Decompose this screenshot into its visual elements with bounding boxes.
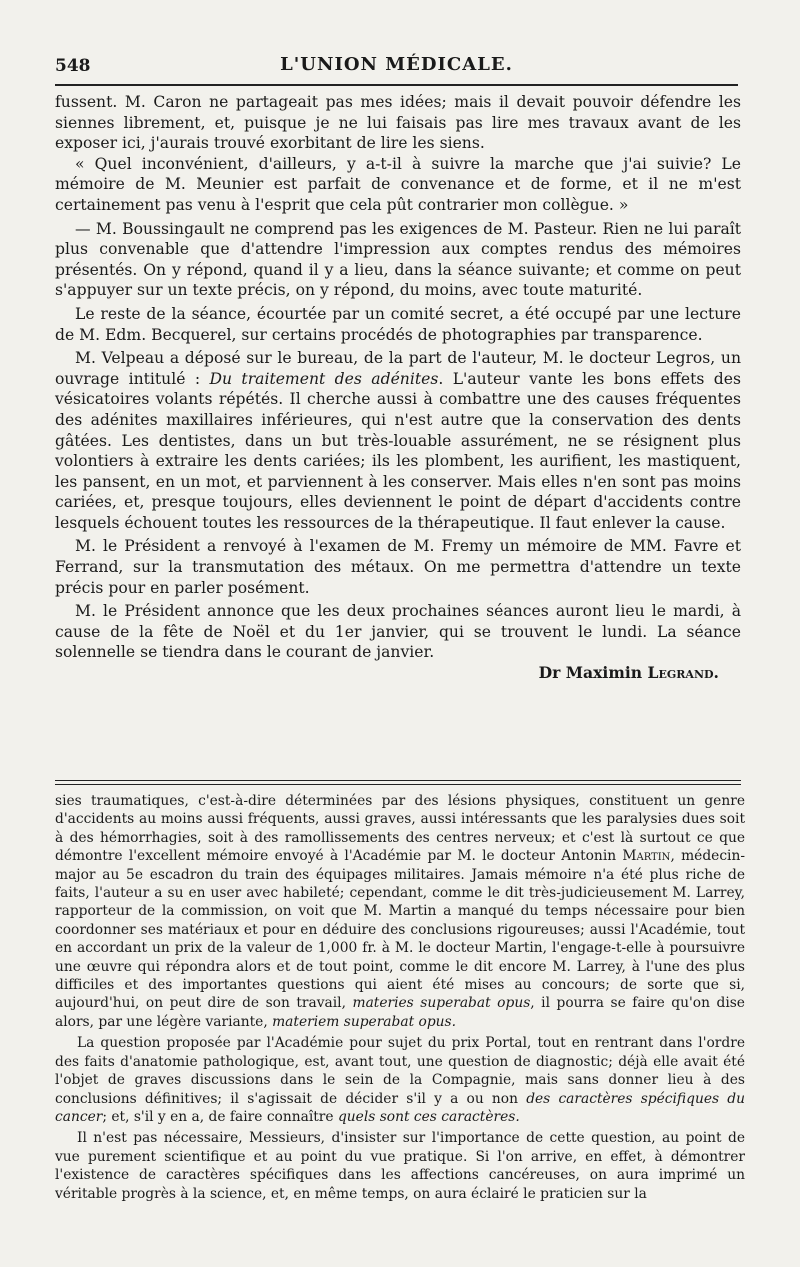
- book-title: Du traitement des adénites: [209, 369, 439, 388]
- paragraph-quote: « Quel inconvénient, d'ailleurs, y a-t-il à suivre la marche que j'ai suivie? Le mémoire de M. Meunier est parfait de convenance et de forme, et il ne m'est certainement pas venu à l'esprit que cela pût contrarier mon collègue. »: [55, 154, 741, 214]
- page-header: [55, 52, 738, 80]
- martin-name: Martin: [622, 848, 671, 865]
- paragraph-seances: M. le Président annonce que les deux prochaines séances auront lieu le mardi, à cause de la fête de Noël et du 1er janvier, qui se trouvent le lundi. La séance solennelle se tiendra dans le courant de janvier.: [55, 602, 741, 662]
- latin-quote-2: materiem superabat opus.: [272, 1013, 457, 1030]
- paragraph-becquerel: Le reste de la séance, écourtée par un comité secret, a été occupé par une lecture de M. Edm. Becquerel, sur certains procédés de photographies par transparence.: [55, 304, 741, 344]
- feuilleton-rule: [55, 780, 741, 785]
- paragraph-importance: Il n'est pas nécessaire, Messieurs, d'insister sur l'importance de cette question, au point de vue purement scientifique et au point du vue pratique. Si l'on arrive, en effet, à démontrer l'existence de caractères spécifiques dans les affections cancéreuses, on aura imprimé un véritable progrès à la science, et, en même temps, on aura éclairé le praticien sur la: [55, 1130, 745, 1202]
- feuilleton-column: [55, 792, 745, 1203]
- author-signature: [55, 663, 741, 684]
- paragraph-continuation: fussent. M. Caron ne partageait pas mes idées; mais il devait pouvoir défendre les siennes librement, et, puisque je ne lui faisais pas lire mes travaux avant de les exposer ici, j'aurais trouvé exorbitant de lire les siens.: [55, 93, 741, 153]
- signature-name: Legrand.: [647, 663, 719, 683]
- paragraph-prix-portal: [55, 1034, 745, 1126]
- portal-italic-2: quels sont ces caractères.: [337, 1108, 520, 1125]
- paragraph-boussingault: — M. Boussingault ne comprend pas les exigences de M. Pasteur. Rien ne lui paraît plus convenable que d'attendre l'impression aux comptes rendus des mémoires présentés. On y répond, quand il y a lieu, dans la séance suivante; et comme on peut s'appuyer sur un texte précis, on y répond, du moins, avec toute maturité.: [55, 219, 741, 300]
- martin-text-c: , il pourra se faire qu'on dise alors, par une légère variante,: [55, 995, 745, 1030]
- latin-quote-1: materies superabat opus: [352, 995, 531, 1012]
- signature-prefix: Dr Maximin: [538, 663, 648, 683]
- portal-text-b: ; et, s'il y en a, de faire connaître: [102, 1108, 338, 1125]
- portal-italic-1: des caractères spécifiques du cancer: [55, 1090, 745, 1125]
- paragraph-fremy: M. le Président a renvoyé à l'examen de M. Fremy un mémoire de MM. Favre et Ferrand, sur la transmutation des métaux. On me permettra d'attendre un texte précis pour en parler posément.: [55, 537, 741, 597]
- martin-text-a: sies traumatiques, c'est-à-dire déterminées par des lésions physiques, constituent un genre d'accidents au moins aussi fréquents, aussi graves, aussi intéressants que les paralysies dues soit à des hémorrhagies, soit à des ramollissements des centres nerveux; et c'est là surtout ce que démontre l'excellent mémoire envoyé à l'Académie par M. le docteur Antonin: [55, 793, 745, 865]
- portal-text-a: La question proposée par l'Académie pour sujet du prix Portal, tout en rentrant dans l'ordre des faits d'anatomie pathologique, est, avant tout, une question de diagnostic; déjà elle avait été l'objet de graves discussions dans le sein de la Compagnie, mais sans donner lieu à des conclusions définitives; il s'agissait de décider s'il y a ou non: [55, 1035, 745, 1107]
- velpeau-text-a: M. Velpeau a déposé sur le bureau, de la part de l'auteur, M. le docteur Legros, un ouvrage intitulé :: [55, 349, 741, 388]
- velpeau-text-b: . L'auteur vante les bons effets des vésicatoires volants répétés. Il cherche aussi à combattre une des causes fréquentes des adénites maxillaires inférieures, qui n'est autre que la conservation des dents gâtées. Les dentistes, dans un but très-louable assurément, ne se résignent plus volontiers à extraire les dents cariées; ils les plombent, les aurifient, les mastiquent, les pansent, en un mot, et parviennent à les conserver. Mais elles n'en sont pas moins cariées, et, presque toujours, elles deviennent le point de départ d'accidents contre lesquels échouent toutes les ressources de la thérapeutique. Il faut enlever la cause.: [55, 369, 741, 532]
- page-number: 548: [55, 56, 91, 76]
- paragraph-velpeau: [55, 348, 741, 533]
- paragraph-martin: [55, 792, 745, 1031]
- running-title: L'UNION MÉDICALE.: [280, 54, 513, 75]
- martin-text-b: , médecin-major au 5e escadron du train des équipages militaires. Jamais mémoire n'a été plus riche de faits, l'auteur a su en user avec habileté; cependant, comme le dit très-judicieusement M. Larrey, rapporteur de la commission, on voit que M. Martin a manqué du temps nécessaire pour bien coordonner ses matériaux et pour en déduire des conclusions rigoureuses; aussi l'Académie, tout en accordant un prix de la valeur de 1,000 fr. à M. le docteur Martin, l'engage-t-elle à poursuivre une œuvre qui répondra alors et de tout point, comme le dit encore M. Larrey, à l'une des plus difficiles et des importantes questions qui aient été mises au concours; de sorte que si, aujourd'hui, on peut dire de son travail,: [55, 848, 746, 1012]
- header-rule: [55, 84, 738, 86]
- article-column: [55, 92, 741, 684]
